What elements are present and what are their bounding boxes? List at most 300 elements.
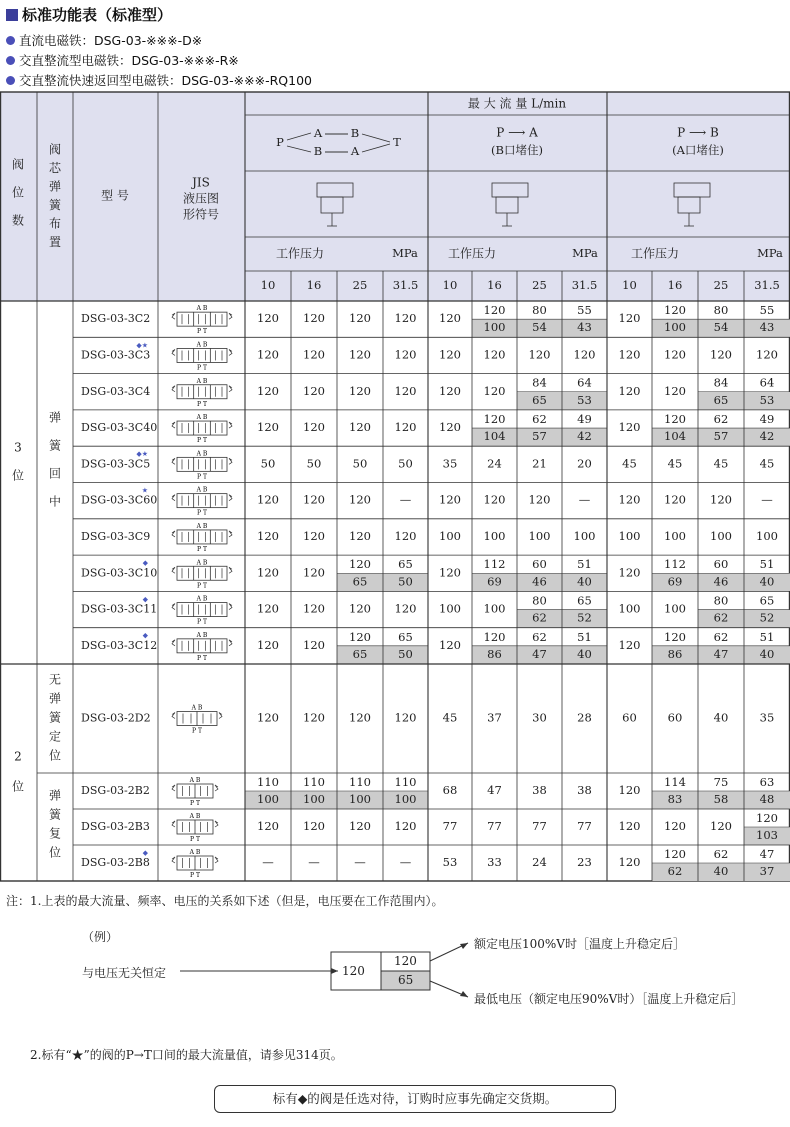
flow-value-low-voltage: 40	[577, 574, 592, 589]
example-bottom-desc: 最低电压（额定电压90%V时）［温度上升稳定后］	[474, 992, 744, 1006]
flow-value: 110	[394, 775, 417, 789]
flow-value-low-voltage: 69	[487, 574, 502, 589]
jis-symbol-part	[177, 457, 227, 471]
flow-value: 62	[532, 411, 547, 426]
flow-value: 120	[349, 420, 371, 435]
jis-port-label: P T	[197, 400, 207, 408]
flow-group-2-note: (B口堵住)	[491, 143, 543, 157]
flow-value: 120	[664, 383, 686, 398]
flow-value: 50	[260, 456, 276, 471]
model-name: DSG-03-3C11	[81, 602, 158, 616]
flow-value: 100	[618, 528, 641, 543]
flow-value-low-voltage: 50	[398, 646, 413, 661]
flow-value: —	[262, 855, 274, 869]
jis-symbol-icon	[172, 777, 218, 807]
flow-value: 84	[532, 375, 547, 390]
flow-value-low-voltage: 65	[352, 574, 368, 589]
flow-value: 120	[303, 528, 325, 543]
flow-value-low-voltage: 69	[667, 574, 683, 589]
flow-value: 37	[487, 710, 502, 725]
jis-symbol-part	[177, 312, 227, 326]
flow-value: 120	[528, 492, 551, 507]
jis-symbol-part	[177, 385, 227, 399]
pressure-value: 31.5	[392, 278, 419, 292]
pressure-value: 31.5	[571, 278, 598, 292]
section-positions: 位	[11, 779, 25, 794]
pressure-value: 10	[260, 278, 276, 292]
jis-symbol-part	[172, 640, 175, 646]
jis-symbol-icon	[172, 596, 232, 626]
flow-value-low-voltage: 50	[398, 574, 413, 589]
flow-value: 47	[759, 847, 775, 861]
jis-symbol-part	[229, 386, 232, 392]
flow-value: 120	[664, 411, 686, 426]
jis-port-label: A B	[196, 522, 208, 530]
flow-value-low-voltage: 47	[532, 646, 547, 661]
flow-value: 100	[483, 528, 506, 543]
jis-port-label: P T	[192, 727, 202, 735]
jis-port-label: P T	[190, 800, 200, 807]
flow-value: 35	[759, 710, 775, 725]
jis-symbol-icon	[172, 632, 232, 662]
flow-value: —	[399, 855, 412, 869]
flow-value: 50	[398, 456, 413, 471]
header-spool-spring: 置	[48, 235, 62, 249]
flow-value-low-voltage: 100	[349, 792, 371, 806]
jis-symbol-part	[215, 857, 218, 863]
flow-value: 120	[439, 311, 461, 326]
flow-value: 120	[573, 347, 596, 362]
flow-value: 35	[442, 456, 458, 471]
jis-symbol-part	[172, 495, 175, 501]
flow-value: 77	[577, 819, 592, 833]
jis-symbol-part	[219, 713, 222, 719]
flow-group-2: P ⟶ A	[496, 125, 538, 140]
flow-value-low-voltage: 65	[352, 646, 368, 661]
flow-value: 84	[713, 375, 729, 390]
pressure-unit: MPa	[392, 246, 418, 260]
flow-value: 120	[257, 710, 279, 725]
flow-value: 120	[710, 819, 732, 833]
flow-value-low-voltage: 58	[713, 792, 729, 806]
header-jis: JIS	[192, 175, 210, 190]
flow-value: 120	[257, 311, 279, 326]
flow-value-low-voltage: 54	[532, 320, 547, 335]
flow-value: 62	[532, 629, 547, 644]
flow-value: 60	[667, 710, 683, 725]
flow-value-low-voltage: 40	[759, 574, 775, 589]
jis-symbol-icon	[172, 305, 232, 335]
flow-value: 65	[398, 557, 413, 572]
pressure-unit: MPa	[572, 246, 598, 260]
flow-port-label: B	[350, 126, 360, 140]
section-spring-none: 弹	[48, 691, 62, 706]
flow-value: 47	[487, 783, 502, 797]
flow-value-low-voltage: 103	[756, 828, 778, 842]
jis-symbol-part	[229, 640, 232, 646]
flow-value: 120	[394, 420, 417, 435]
flow-value: 62	[713, 629, 729, 644]
flow-value: 65	[398, 629, 413, 644]
flow-value-low-voltage: 62	[713, 610, 729, 625]
flow-value: 30	[532, 710, 547, 725]
flow-value-low-voltage: 42	[759, 429, 775, 444]
flow-value: 112	[483, 557, 506, 572]
flow-value: 120	[257, 528, 279, 543]
model-name: DSG-03-2B8	[81, 856, 150, 869]
jis-port-label: P T	[197, 582, 207, 590]
header-valve-positions: 阀	[11, 157, 25, 172]
pressure-value: 16	[306, 278, 322, 292]
flow-value: 120	[349, 629, 371, 644]
jis-symbol-part	[172, 313, 175, 319]
flow-value: 120	[349, 601, 371, 616]
flow-value: 100	[573, 528, 596, 543]
flow-value: 20	[577, 456, 592, 471]
header-spool-spring: 芯	[48, 161, 62, 175]
flow-value: 120	[618, 420, 641, 435]
flow-value: 120	[257, 347, 279, 362]
flow-value: 120	[257, 565, 279, 580]
flow-value: 110	[303, 775, 325, 789]
flow-value: 50	[306, 456, 322, 471]
flow-value: 120	[394, 311, 417, 326]
flow-value: 120	[618, 492, 641, 507]
jis-symbol-part	[172, 386, 175, 392]
flow-value: 24	[532, 855, 547, 869]
flow-value: 100	[528, 528, 551, 543]
flow-value: 28	[577, 710, 592, 725]
jis-port-label: P T	[190, 836, 200, 843]
jis-symbol-part	[172, 458, 175, 464]
flow-value: 120	[394, 383, 417, 398]
flow-value: 75	[713, 775, 729, 789]
header-jis: 形符号	[182, 207, 220, 222]
flow-value: 45	[667, 456, 683, 471]
section-spring-none: 定	[48, 729, 62, 744]
flow-value: —	[354, 855, 366, 869]
section-spring: 弹	[48, 410, 62, 425]
flow-value: 21	[532, 456, 547, 471]
pressure-label: 工作压力	[447, 246, 497, 261]
flow-value: 120	[618, 855, 641, 869]
flow-value: 62	[713, 411, 729, 426]
header-valve-positions: 数	[11, 213, 25, 228]
flow-value: 120	[756, 811, 778, 825]
header-valve-positions: 位	[11, 185, 25, 200]
flow-value: 120	[439, 492, 461, 507]
section-spring-return: 复	[48, 826, 62, 841]
flow-value: —	[578, 492, 591, 507]
header-spool-spring: 布	[48, 216, 62, 231]
pressure-value: 16	[667, 278, 683, 292]
pressure-label: 工作压力	[630, 246, 680, 261]
flow-value: 120	[349, 528, 371, 543]
flow-value: 110	[257, 775, 279, 789]
jis-symbol-part	[172, 713, 175, 719]
model-name: DSG-03-3C10	[81, 566, 158, 580]
flow-value: 49	[577, 411, 592, 426]
flow-value-low-voltage: 42	[577, 429, 592, 444]
pressure-value: 10	[622, 278, 637, 292]
jis-symbol-part	[229, 458, 232, 464]
flow-value: 120	[394, 528, 417, 543]
model-name: DSG-03-2B2	[81, 784, 150, 797]
flow-value: 120	[439, 637, 461, 652]
flow-value-low-voltage: 52	[759, 610, 775, 625]
jis-port-label: P T	[197, 437, 207, 445]
flow-value-low-voltage: 46	[532, 574, 547, 589]
jis-symbol-part	[177, 421, 227, 435]
flow-value: 38	[577, 783, 592, 797]
option-mark: ◆★	[136, 341, 148, 350]
flow-value: 120	[394, 601, 417, 616]
jis-symbol-icon	[172, 559, 232, 589]
pressure-value: 25	[532, 278, 547, 292]
note-1: 注：1.上表的最大流量、频率、电压的关系如下述（但是，电压要在工作范围内）。	[6, 894, 444, 908]
flow-value: —	[399, 492, 412, 507]
example-value: 120	[342, 964, 365, 978]
jis-port-label: P T	[197, 509, 207, 517]
flow-group-3: P ⟶ B	[677, 125, 719, 140]
section-spring-none: 无	[48, 672, 62, 687]
header-max-flow: 最 大 流 量 L/min	[467, 96, 567, 111]
flow-value: 51	[577, 557, 592, 572]
flow-value: 23	[577, 855, 592, 869]
flow-value: 120	[439, 565, 461, 580]
flow-value: 64	[759, 375, 775, 390]
pressure-value: 16	[487, 278, 502, 292]
flow-value: 120	[618, 311, 641, 326]
flow-port-label: A	[313, 126, 323, 140]
flow-value-low-voltage: 53	[577, 392, 592, 407]
jis-symbol-part	[172, 821, 175, 827]
jis-port-label: P T	[197, 618, 207, 626]
flow-value-low-voltage: 40	[577, 646, 592, 661]
flow-value: 120	[349, 347, 371, 362]
flow-value: 60	[532, 557, 547, 572]
jis-port-label: P T	[197, 654, 207, 662]
flow-value: 100	[664, 601, 686, 616]
flow-value-low-voltage: 54	[713, 320, 729, 335]
flow-value: 65	[759, 593, 775, 608]
flow-value-low-voltage: 104	[483, 429, 506, 444]
flow-value: 120	[394, 819, 417, 833]
flow-value: 120	[664, 819, 686, 833]
model-name: DSG-03-2D2	[81, 711, 151, 725]
flow-value-low-voltage: 37	[759, 864, 775, 878]
model-name: DSG-03-3C4	[81, 384, 151, 398]
jis-port-label: A B	[189, 813, 201, 820]
header-spool-spring: 弹	[48, 179, 62, 194]
flow-value: 120	[303, 420, 325, 435]
flow-value: 120	[756, 347, 778, 362]
flow-value: 120	[303, 565, 325, 580]
pressure-value: 31.5	[754, 278, 780, 292]
example-bottom-value: 65	[398, 973, 414, 987]
flow-value-low-voltage: 52	[577, 610, 592, 625]
jis-port-label: P T	[197, 364, 207, 372]
flow-value: 120	[483, 629, 506, 644]
option-mark: ◆	[142, 849, 148, 857]
bullet-1: 直流电磁铁：DSG-03-※※※-D※	[6, 31, 202, 49]
flow-value: 100	[439, 528, 461, 543]
flow-value: 33	[487, 855, 502, 869]
section-spring-none: 簧	[48, 710, 62, 725]
section-positions: 3	[14, 440, 22, 455]
jis-symbol-part	[172, 422, 175, 428]
flow-value: 55	[759, 303, 775, 318]
flow-value: 120	[483, 303, 506, 318]
flow-value-low-voltage: 53	[759, 392, 775, 407]
jis-symbol-part	[229, 313, 232, 319]
flow-value-low-voltage: 43	[759, 320, 775, 335]
flow-value: 120	[439, 420, 461, 435]
flow-value: 120	[257, 637, 279, 652]
jis-symbol-icon	[172, 523, 232, 553]
flow-value: 63	[759, 775, 775, 789]
jis-symbol-part	[177, 348, 227, 362]
flow-value: 120	[303, 601, 325, 616]
flow-value: 80	[713, 593, 729, 608]
flow-value: 60	[622, 710, 637, 725]
flow-value: 120	[257, 819, 279, 833]
option-mark: ◆	[142, 631, 148, 640]
flow-value: 120	[439, 347, 461, 362]
flow-value: 120	[303, 819, 325, 833]
pressure-label: 工作压力	[275, 246, 325, 261]
jis-port-label: P T	[197, 328, 207, 336]
flow-value: 100	[710, 528, 732, 543]
flow-value: 77	[487, 819, 502, 833]
flow-value: 80	[532, 593, 547, 608]
flow-value: —	[761, 492, 773, 507]
model-name: DSG-03-2B3	[81, 820, 150, 833]
flow-value: 120	[439, 383, 461, 398]
jis-port-label: P T	[197, 473, 207, 481]
page-title: 标准功能表（标准型）	[6, 4, 172, 25]
jis-port-label: A B	[196, 595, 208, 603]
flow-value: 120	[303, 311, 325, 326]
model-name: DSG-03-3C2	[81, 312, 151, 326]
flow-value: 120	[349, 492, 371, 507]
example-top-desc: 额定电压100%V时［温度上升稳定后］	[474, 937, 685, 951]
model-name: DSG-03-3C12	[81, 638, 158, 652]
jis-symbol-part	[229, 349, 232, 355]
flow-value: 120	[618, 347, 641, 362]
flow-value: 45	[713, 456, 729, 471]
jis-port-label: P T	[197, 545, 207, 553]
flow-value: 120	[349, 819, 371, 833]
model-name: DSG-03-3C3	[81, 348, 151, 362]
header-spool-spring: 阀	[48, 142, 62, 157]
flow-value: 51	[577, 629, 592, 644]
jis-port-label: P T	[190, 872, 200, 879]
section-positions: 2	[14, 749, 22, 764]
flow-value: 55	[577, 303, 592, 318]
flow-value: 38	[532, 783, 547, 797]
section-spring-return: 弹	[48, 788, 62, 803]
example-top-value: 120	[394, 954, 417, 968]
header-jis: 液压图	[182, 191, 220, 206]
flow-value: 120	[618, 783, 641, 797]
header-spool-spring: 簧	[48, 198, 62, 212]
jis-symbol-icon	[172, 378, 232, 408]
jis-port-label: A B	[196, 341, 208, 349]
section-spring: 簧	[48, 438, 62, 453]
flow-value: 45	[442, 710, 458, 725]
pressure-value: 25	[352, 278, 368, 292]
flow-value: 51	[759, 557, 775, 572]
flow-value: 120	[618, 383, 641, 398]
flow-value: 100	[756, 528, 778, 543]
jis-port-label: A B	[191, 704, 203, 712]
flow-value: 45	[759, 456, 775, 471]
jis-symbol-part	[177, 530, 227, 544]
jis-symbol-part	[177, 603, 227, 617]
jis-symbol-part	[177, 566, 227, 580]
flow-value: 120	[664, 492, 686, 507]
flow-value: 100	[483, 601, 506, 616]
option-mark: ◆	[142, 595, 148, 604]
flow-value-low-voltage: 65	[532, 392, 547, 407]
delivery-note-box: 标有◆的阀是任选对待，订购时应事先确定交货期。	[214, 1085, 616, 1113]
pressure-value: 10	[442, 278, 458, 292]
jis-symbol-icon	[172, 487, 232, 517]
bullet-3: 交直整流快速返回型电磁铁：DSG-03-※※※-RQ100	[6, 71, 312, 89]
flow-value-low-voltage: 46	[713, 574, 729, 589]
flow-value: 120	[710, 492, 732, 507]
section-spring-return: 位	[48, 845, 62, 860]
jis-port-label: A B	[189, 777, 201, 784]
flow-value: 120	[257, 601, 279, 616]
jis-port-label: A B	[196, 414, 208, 422]
flow-value: 120	[349, 710, 371, 725]
note-2: 2.标有“★”的阀的P→T口间的最大流量值，请参见314页。	[30, 1048, 343, 1062]
flow-value: 120	[664, 347, 686, 362]
flow-value: 120	[664, 303, 686, 318]
jis-port-label: A B	[196, 486, 208, 494]
flow-value: 50	[352, 456, 368, 471]
flow-value: 45	[622, 456, 637, 471]
section-positions: 位	[11, 468, 25, 483]
jis-symbol-icon	[172, 450, 232, 480]
model-name: DSG-03-3C60	[81, 493, 158, 507]
jis-symbol-part	[172, 349, 175, 355]
flow-value-low-voltage: 100	[303, 792, 325, 806]
flow-value-low-voltage: 48	[759, 792, 775, 806]
flow-value-low-voltage: 83	[667, 792, 683, 806]
flow-value: 65	[577, 593, 592, 608]
flow-value: 77	[442, 819, 458, 833]
flow-value-low-voltage: 100	[257, 792, 279, 806]
flow-value-low-voltage: 62	[532, 610, 547, 625]
flow-value: 77	[532, 819, 547, 833]
flow-port-label: T	[393, 135, 401, 149]
jis-symbol-part	[177, 494, 227, 508]
flow-value: 120	[303, 347, 325, 362]
flow-value: 120	[349, 311, 371, 326]
flow-value: 120	[349, 383, 371, 398]
section-spring: 中	[48, 494, 62, 509]
flow-value: 49	[759, 411, 775, 426]
flow-value-low-voltage: 100	[483, 320, 506, 335]
flow-value: 60	[713, 557, 729, 572]
jis-symbol-part	[229, 495, 232, 501]
flow-value: 62	[713, 847, 729, 861]
flow-value: 120	[303, 710, 325, 725]
flow-value-low-voltage: 40	[713, 864, 729, 878]
